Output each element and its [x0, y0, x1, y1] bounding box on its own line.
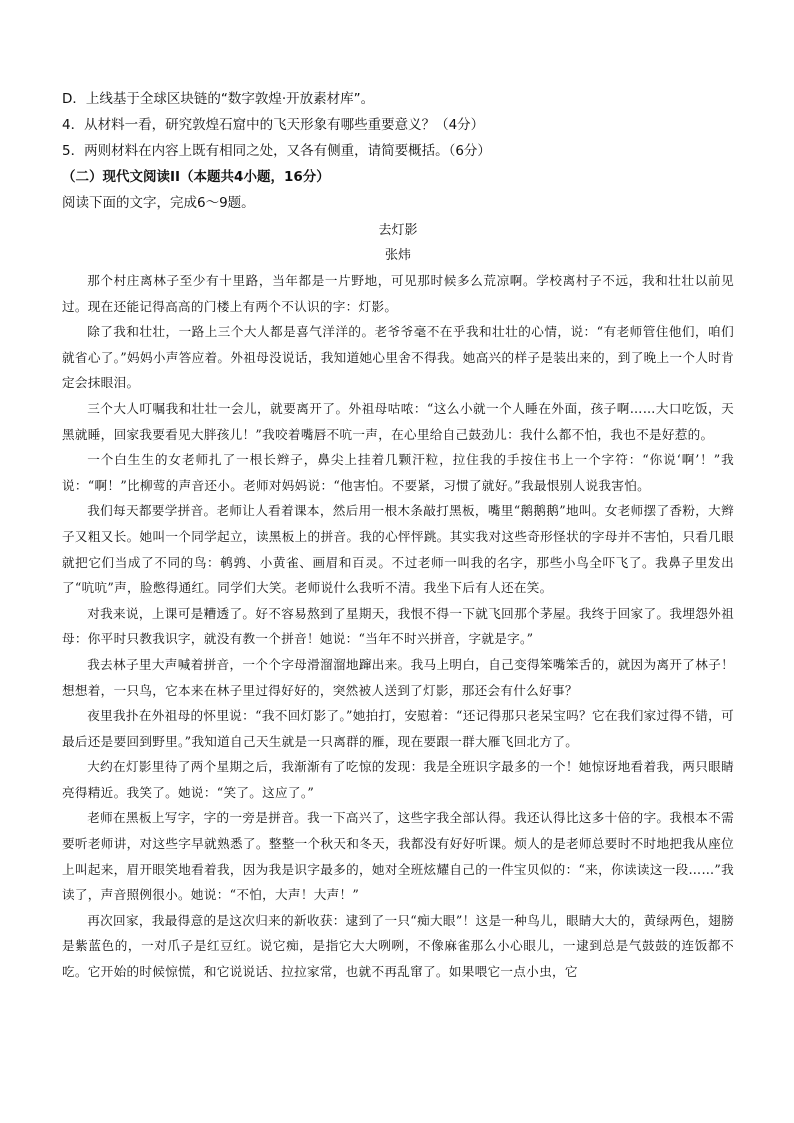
story-paragraph: 三个大人叮嘱我和壮壮一会儿，就要离开了。外祖母咕哝：“这么小就一个人睡在外面，孩子啊……大口吃饭，天黑就睡，回家我要看见大胖孩儿！”我咬着嘴唇不吭一声，在心里给自己鼓劲儿：我什么都不怕，我也不是好惹的。 [62, 400, 734, 442]
story-paragraph: 那个村庄离林子至少有十里路，当年都是一片野地，可见那时候多么荒凉啊。学校离村子不远，我和壮壮以前见过。现在还能记得高高的门楼上有两个不认识的字：灯影。 [62, 273, 734, 314]
story-paragraph: 一个白生生的女老师扎了一根长辫子，鼻尖上挂着几颗汗粒，拉住我的手按住书上一个字符：“你说‘啊’！”我说：“啊！”比柳莺的声音还小。老师对妈妈说：“他害怕。不要紧，习惯了就好。”我最恨别人说我害怕。 [62, 452, 734, 493]
option-d: D．上线基于全球区块链的“数字敦煌·开放素材库”。 [62, 91, 375, 107]
question-5: 5．两则材料在内容上既有相同之处，又各有侧重，请简要概括。（6分） [62, 143, 491, 159]
exam-page [62, 86, 734, 985]
story-paragraph: 我们每天都要学拼音。老师让人看着课本，然后用一根木条敲打黑板，嘴里“鹅鹅鹅”地叫。女老师摆了香粉，大辫子又粗又长。她叫一个同学起立，读黑板上的拼音。我的心怦怦跳。其实我对这些奇形怪状的字母并不害怕，只看几眼就把它们当成了不同的鸟：鹌鹑、小黄雀、画眉和百灵。不过老师一叫我的名字，那些小鸟全吓飞了。我鼻子里发出了“吭吭”声，脸憋得通红。同学们大笑。老师说什么我听不清。我坐下后有人还在笑。 [62, 503, 734, 596]
question-4: 4．从材料一看，研究敦煌石窟中的飞天形象有哪些重要意义？（4分） [62, 117, 485, 133]
section-instruction: 阅读下面的文字，完成6～9题。 [62, 195, 255, 211]
story-paragraph: 我去林子里大声喊着拼音，一个个字母滑溜溜地蹿出来。我马上明白，自己变得笨嘴笨舌的，就因为离开了林子！想想着，一只鸟，它本来在林子里过得好好的，突然被人送到了灯影，那还会有什么好事？ [62, 656, 734, 698]
story-paragraph: 夜里我扑在外祖母的怀里说：“我不回灯影了。”她拍打，安慰着：“还记得那只老呆宝吗？它在我们家过得不错，可最后还是要回到野里。”我知道自己天生就是一只离群的雁，现在要跟一群大雁飞回北方了。 [62, 708, 734, 749]
story-body [62, 268, 734, 985]
story-paragraph: 除了我和壮壮，一路上三个大人都是喜气洋洋的。老爷爷毫不在乎我和壮壮的心情，说：“有老师管住他们，咱们就省心了。”妈妈小声答应着。外祖母没说话，我知道她心里舍不得我。她高兴的样子是装出来的，到了晚上一个人时肯定会抹眼泪。 [62, 324, 734, 391]
story-title: 去灯影 [378, 223, 418, 238]
section-heading: （二）现代文阅读II（本题共4小题，16分） [62, 169, 330, 185]
story-author: 张炜 [384, 248, 411, 263]
story-paragraph: 老师在黑板上写字，字的一旁是拼音。我一下高兴了，这些字我全部认得。我还认得比这多十倍的字。我根本不需要听老师讲，对这些字早就熟悉了。整整一个秋天和冬天，我都没有好好听课。烦人的是老师总要时不时地把我从座位上叫起来，眉开眼笑地看着我，因为我是识字最多的，她对全班炫耀自己的一件宝贝似的：“来，你读读这一段……”我读了，声音照例很小。她说：“不怕，大声！大声！” [62, 810, 734, 903]
story-paragraph: 大约在灯影里待了两个星期之后，我渐渐有了吃惊的发现：我是全班识字最多的一个！她惊讶地看着我，两只眼睛亮得精近。我笑了。她说：“笑了。这应了。” [62, 759, 734, 800]
story-paragraph: 对我来说，上课可是糟透了。好不容易熬到了星期天，我恨不得一下就飞回那个茅屋。我终于回家了。我埋怨外祖母：你平时只教我识字，就没有教一个拼音！她说：“当年不时兴拼音，字就是字。” [62, 605, 734, 647]
story-paragraph: 再次回家，我最得意的是这次归来的新收获：逮到了一只“痴大眼”！这是一种鸟儿，眼睛大大的，黄绿两色，翅膀是紫蓝色的，一对爪子是红豆红。说它痴，是指它大大咧咧，不像麻雀那么小心眼儿，一逮到总是气鼓鼓的连饭都不吃。它开始的时候惊慌，和它说说话、拉拉家常，也就不再乱窜了。如果喂它一点小虫，它 [62, 912, 734, 980]
